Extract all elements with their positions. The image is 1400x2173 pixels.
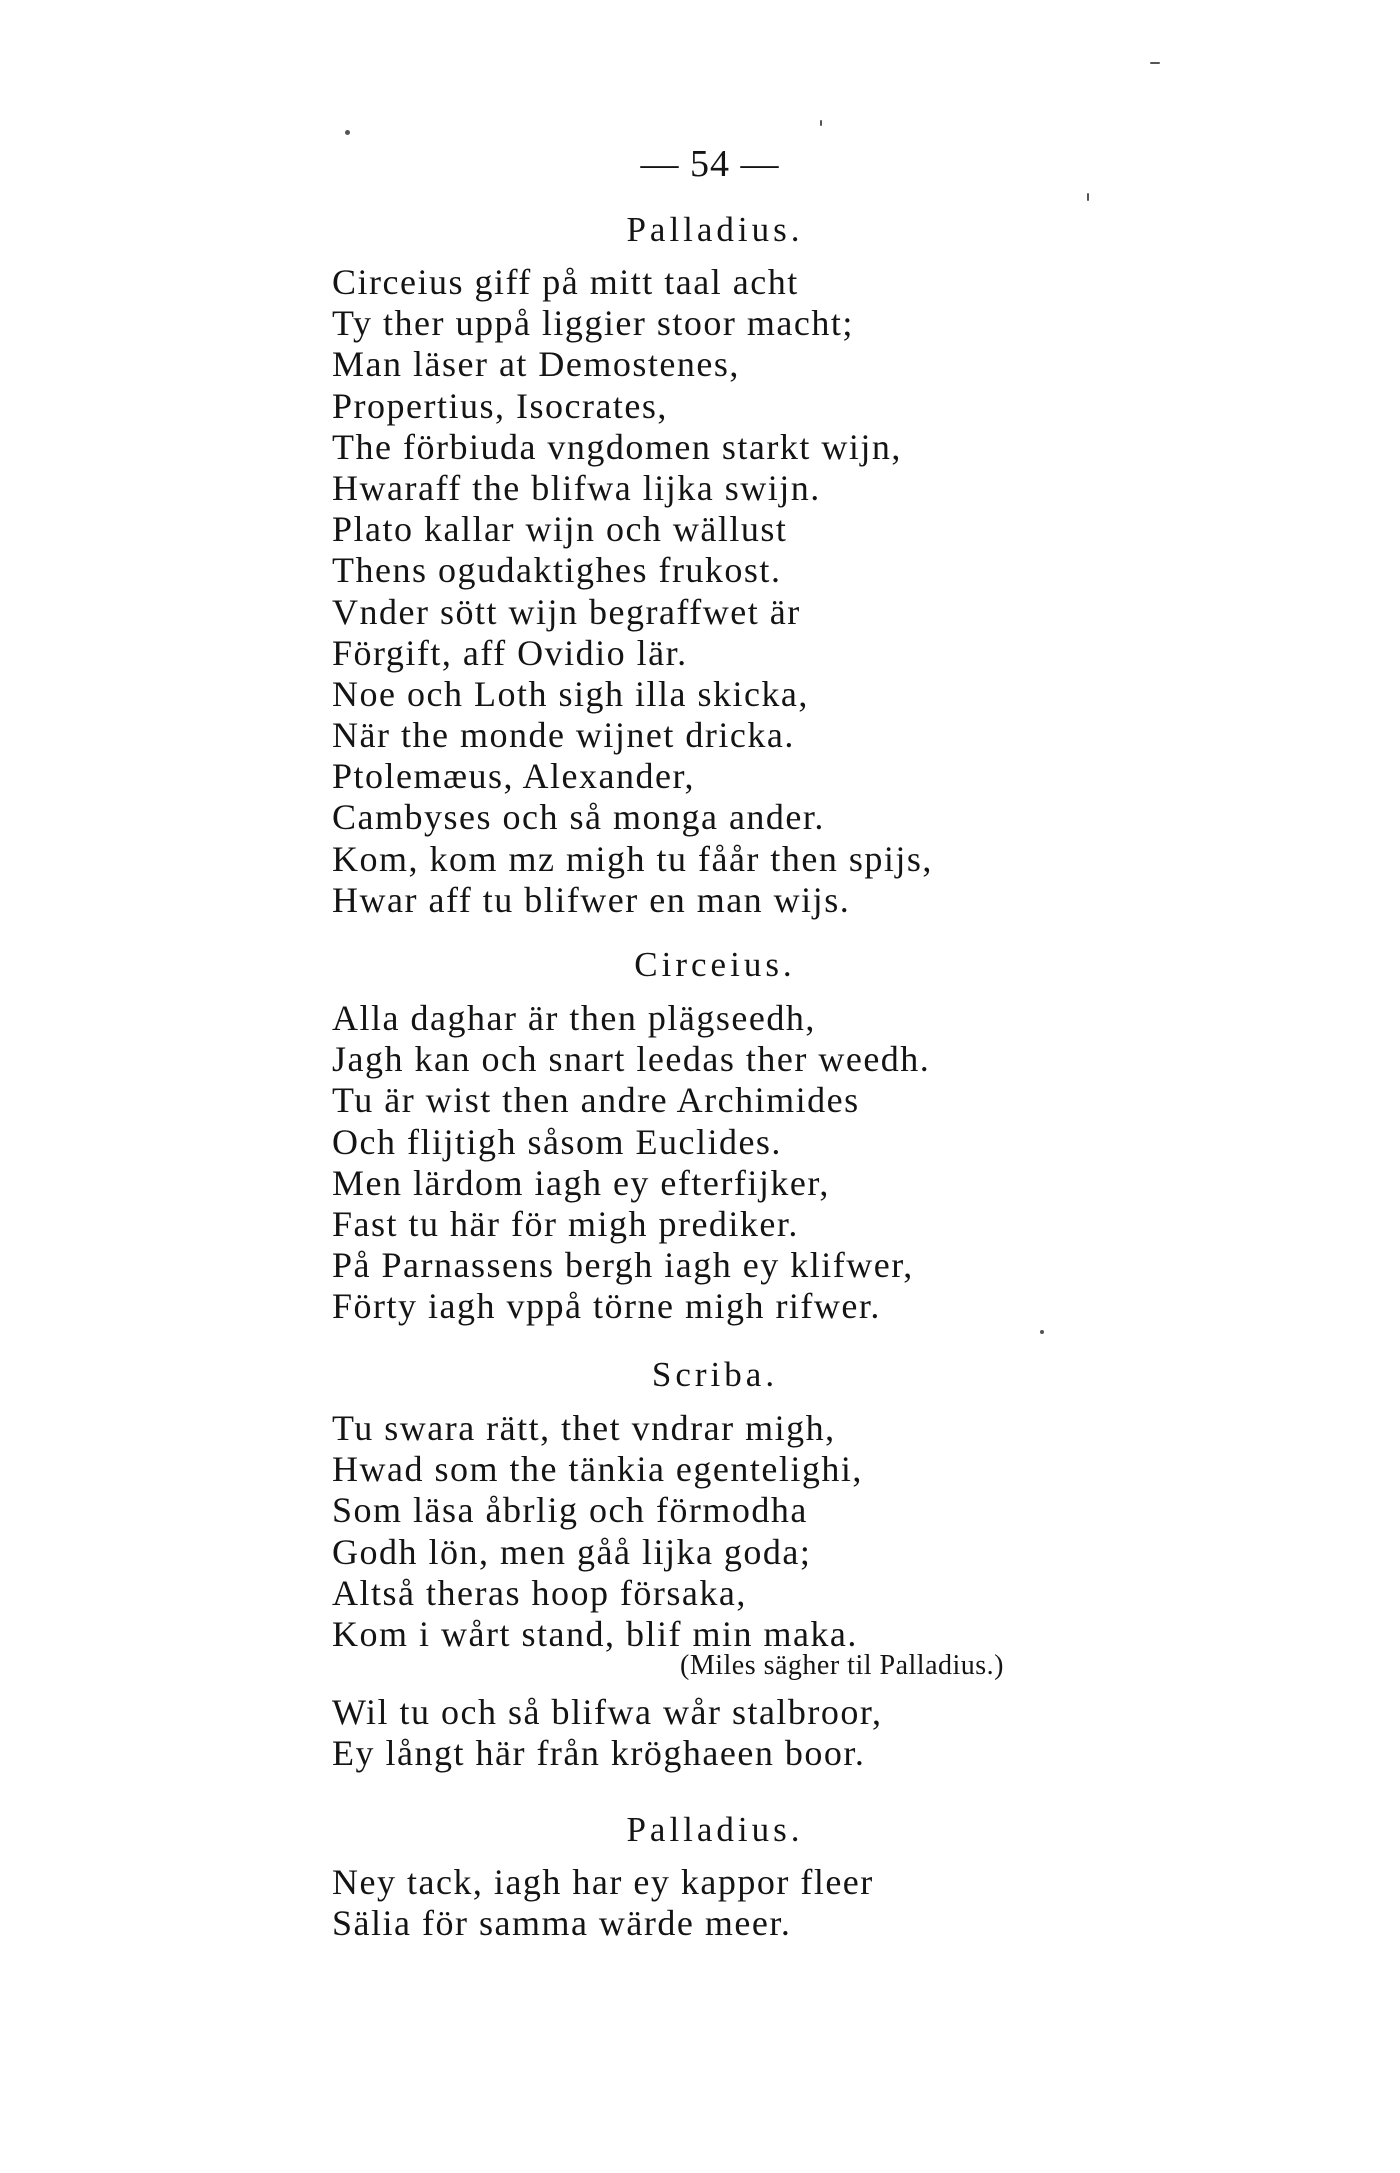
verse-line: Altså theras hoop försaka, xyxy=(332,1572,747,1613)
verse-line: Plato kallar wijn och wällust xyxy=(332,509,788,550)
verse-line: Förty iagh vppå törne migh rifwer. xyxy=(332,1286,881,1327)
verse-line: Hwad som the tänkia egentelighi, xyxy=(332,1449,863,1490)
verse-line: Sälia för samma wärde meer. xyxy=(332,1903,792,1944)
verse-line: Fast tu här för migh prediker. xyxy=(332,1203,799,1244)
verse-line: När the monde wijnet dricka. xyxy=(332,715,795,756)
verse-line: Ney tack, iagh har ey kappor fleer xyxy=(332,1862,874,1902)
verse-line: Man läser at Demostenes, xyxy=(332,344,740,385)
verse-line: Godh lön, men gåå lijka goda; xyxy=(332,1531,812,1572)
verse-line: Hwaraff the blifwa lijka swijn. xyxy=(332,467,821,508)
verse-line: Och flijtigh såsom Euclides. xyxy=(332,1121,782,1162)
page-number: — 54 — xyxy=(640,143,780,185)
verse-line: Som läsa åbrlig och förmodha xyxy=(332,1490,808,1531)
verse-line: Tu är wist then andre Archimides xyxy=(332,1080,860,1121)
verse-line: Thens ogudaktighes frukost. xyxy=(332,550,782,591)
scan-speck xyxy=(820,120,822,126)
scan-speck xyxy=(1040,1330,1044,1334)
verse-line: Förgift, aff Ovidio lär. xyxy=(332,632,688,673)
verse-line: Vnder sött wijn begraffwet är xyxy=(332,591,801,632)
verse-line: Tu swara rätt, thet vndrar migh, xyxy=(332,1408,836,1448)
verse-line: Wil tu och så blifwa wår stalbroor, xyxy=(332,1692,883,1732)
verse-block-2 xyxy=(332,998,930,1328)
scan-speck xyxy=(1150,62,1160,64)
verse-line: På Parnassens bergh iagh ey klifwer, xyxy=(332,1245,914,1286)
verse-line: Ey långt här från kröghaeen boor. xyxy=(332,1733,866,1774)
verse-line: Kom, kom mz migh tu fåår then spijs, xyxy=(332,838,933,879)
verse-line: Jagh kan och snart leedas ther weedh. xyxy=(332,1039,931,1080)
verse-line: Alla daghar är then plägseedh, xyxy=(332,998,816,1038)
scan-speck xyxy=(345,130,350,135)
verse-block-3 xyxy=(332,1408,863,1655)
verse-line: Hwar aff tu blifwer en man wijs. xyxy=(332,879,851,920)
speaker-heading-circeius: Circeius. xyxy=(634,945,796,984)
scan-speck xyxy=(1087,193,1089,201)
verse-line: Men lärdom iagh ey efterfijker, xyxy=(332,1162,830,1203)
stage-direction: (Miles sägher til Palladius.) xyxy=(680,1650,1005,1681)
verse-line: Ty ther uppå liggier stoor macht; xyxy=(332,303,854,344)
verse-line: Ptolemæus, Alexander, xyxy=(332,756,696,797)
verse-line: Cambyses och så monga ander. xyxy=(332,797,825,838)
speaker-heading-palladius: Palladius. xyxy=(626,210,804,249)
verse-line: Noe och Loth sigh illa skicka, xyxy=(332,673,809,714)
speaker-heading-scriba: Scriba. xyxy=(651,1355,779,1394)
verse-block-3b xyxy=(332,1692,882,1774)
verse-line: Kom i wårt stand, blif min maka. xyxy=(332,1613,858,1654)
verse-block-4 xyxy=(332,1862,874,1944)
verse-line: Propertius, Isocrates, xyxy=(332,385,668,426)
verse-line: The förbiuda vngdomen starkt wijn, xyxy=(332,426,902,467)
verse-block-1 xyxy=(332,262,933,921)
speaker-heading-palladius: Palladius. xyxy=(626,1810,804,1849)
verse-line: Circeius giff på mitt taal acht xyxy=(332,262,799,302)
